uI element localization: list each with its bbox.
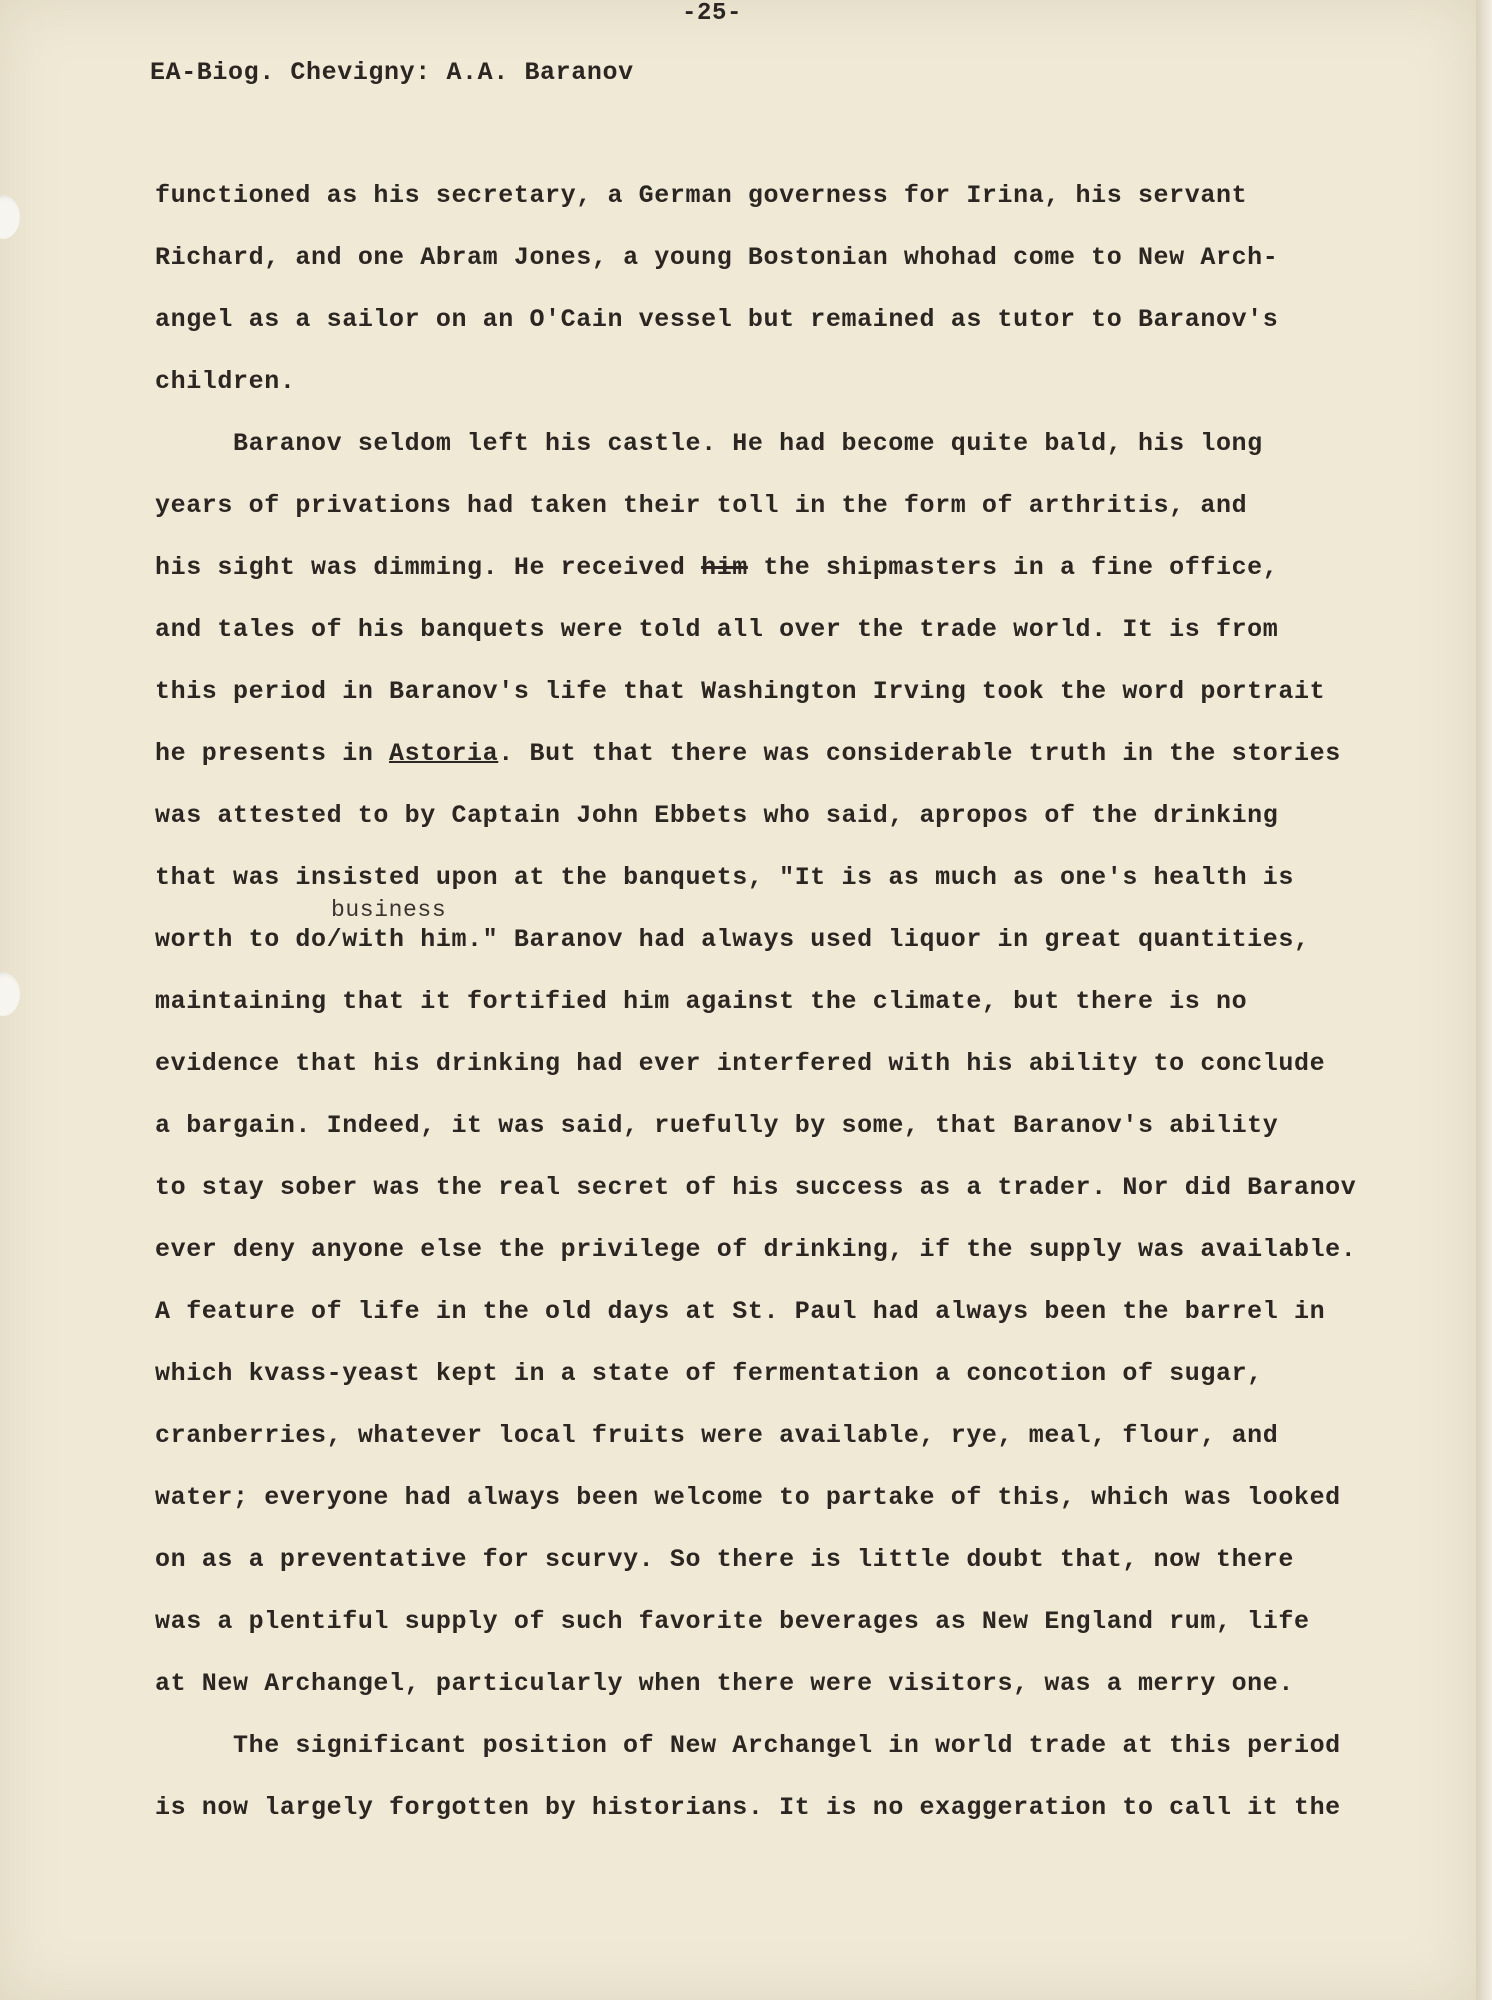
text-line	[155, 738, 1355, 800]
text-line: was attested to by Captain John Ebbets who said, apropos of the drinking	[155, 801, 1279, 830]
text-line: was a plentiful supply of such favorite beverages as New England rum, life	[155, 1607, 1310, 1636]
text-segment: . But that there was considerable truth in the stories	[498, 739, 1341, 768]
text-segment: his sight was dimming. He received	[155, 553, 702, 582]
text-line: on as a preventative for scurvy. So there is little doubt that, now there	[155, 1545, 1294, 1574]
punch-hole	[0, 195, 20, 239]
text-line: to stay sober was the real secret of his success as a trader. Nor did Baranov	[155, 1173, 1357, 1202]
page-edge	[1476, 0, 1492, 2000]
punch-hole	[0, 972, 20, 1016]
text-line: functioned as his secretary, a German governess for Irina, his servant	[155, 181, 1248, 210]
page-number: -25-	[682, 0, 743, 27]
paragraph-first-line: Baranov seldom left his castle. He had become quite bald, his long	[233, 429, 1263, 458]
text-line: water; everyone had always been welcome to partake of this, which was looked	[155, 1483, 1341, 1512]
running-header: EA-Biog. Chevigny: A.A. Baranov	[150, 58, 634, 87]
struck-out-word: him	[701, 553, 748, 582]
text-line: cranberries, whatever local fruits were available, rye, meal, flour, and	[155, 1421, 1279, 1450]
text-line: years of privations had taken their toll in the form of arthritis, and	[155, 491, 1248, 520]
text-line: children.	[155, 367, 296, 396]
text-line: Richard, and one Abram Jones, a young Bostonian whohad come to New Arch-	[155, 243, 1279, 272]
text-line: that was insisted upon at the banquets, "It is as much as one's health is	[155, 863, 1294, 892]
text-segment: he presents in	[155, 739, 390, 768]
text-line: A feature of life in the old days at St. Paul had always been the barrel in	[155, 1297, 1326, 1326]
interlinear-insertion: business	[331, 897, 447, 923]
text-line: is now largely forgotten by historians. It is no exaggeration to call it the	[155, 1793, 1341, 1822]
text-line: which kvass-yeast kept in a state of fermentation a concotion of sugar,	[155, 1359, 1263, 1388]
text-line: evidence that his drinking had ever interfered with his ability to conclude	[155, 1049, 1326, 1078]
text-line: this period in Baranov's life that Washington Irving took the word portrait	[155, 677, 1326, 706]
book-title-underlined: Astoria	[389, 739, 499, 768]
text-segment: worth to do/with him." Baranov had always used liquor in great quantities,	[155, 925, 1310, 954]
paragraph-first-line: The significant position of New Archangel in world trade at this period	[233, 1731, 1341, 1760]
body-text	[155, 180, 1355, 1854]
text-line	[155, 552, 1355, 614]
text-line: and tales of his banquets were told all over the trade world. It is from	[155, 615, 1279, 644]
text-line: angel as a sailor on an O'Cain vessel but remained as tutor to Baranov's	[155, 305, 1279, 334]
text-line-with-insertion	[155, 897, 1355, 986]
text-segment: the shipmasters in a fine office,	[747, 553, 1279, 582]
text-line: at New Archangel, particularly when there were visitors, was a merry one.	[155, 1669, 1294, 1698]
text-line: maintaining that it fortified him against the climate, but there is no	[155, 987, 1248, 1016]
text-line: ever deny anyone else the privilege of drinking, if the supply was available.	[155, 1235, 1357, 1264]
text-line: a bargain. Indeed, it was said, ruefully by some, that Baranov's ability	[155, 1111, 1279, 1140]
